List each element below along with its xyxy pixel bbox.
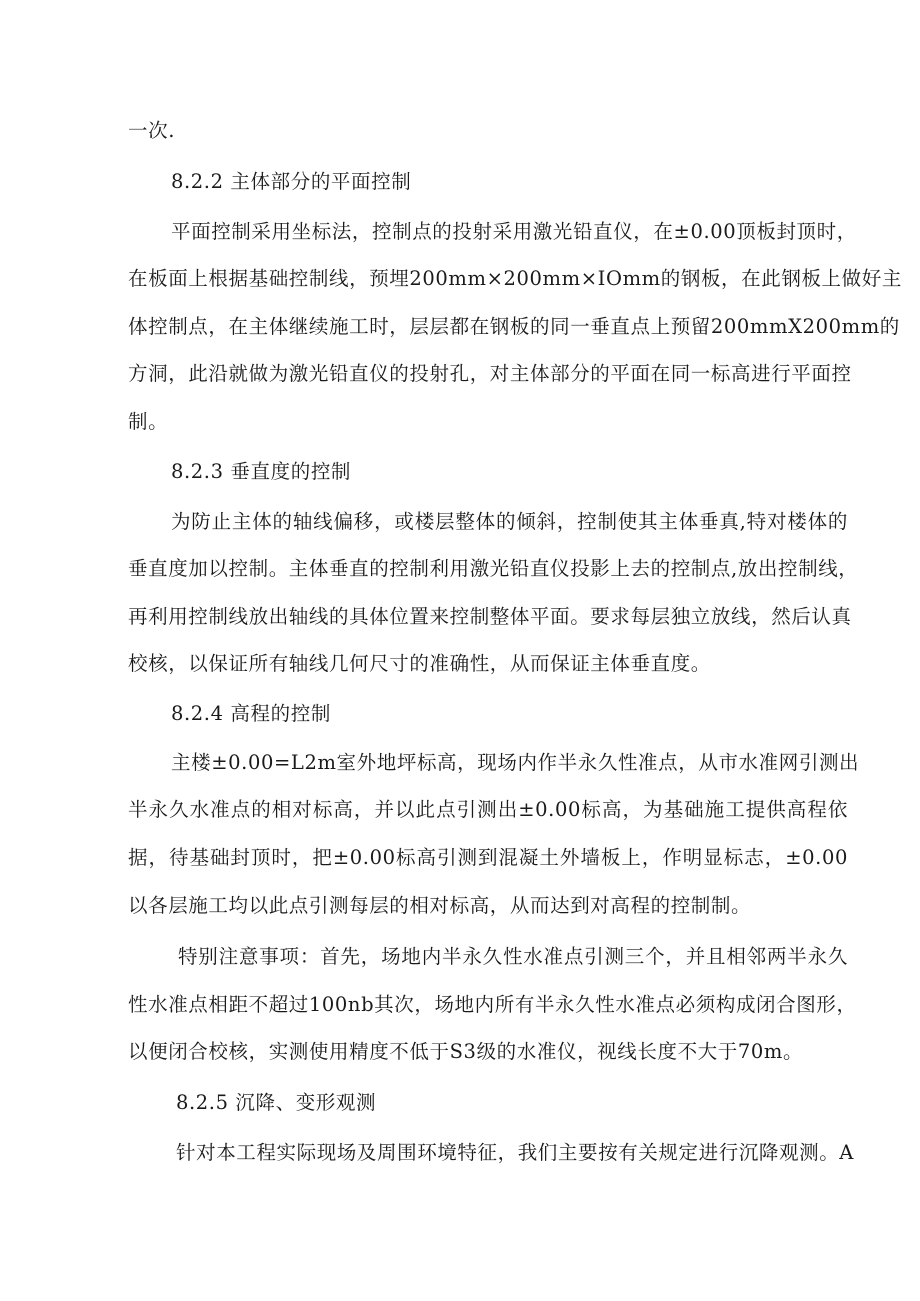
section-heading-8-2-4: 8.2.4 高程的控制	[171, 702, 331, 725]
paragraph-line: 以各层施工均以此点引测每层的相对标高，从而达到对高程的控制制。	[128, 894, 752, 917]
paragraph-line: 针对本工程实际现场及周围环境特征，我们主要按有关规定进行沉降观测。A	[176, 1141, 854, 1164]
paragraph-line: 以便闭合校核，实测使用精度不低于S3级的水准仪，视线长度不大于70m。	[128, 1040, 804, 1063]
paragraph-line: 体控制点，在主体继续施工时，层层都在钢板的同一垂直点上预留200mmX200mm的	[128, 315, 900, 338]
paragraph-line: 方洞，此沿就做为激光铅直仪的投射孔，对主体部分的平面在同一标高进行平面控	[128, 362, 852, 385]
section-heading-8-2-5: 8.2.5 沉降、变形观测	[176, 1091, 377, 1114]
paragraph-line: 在板面上根据基础控制线，预埋200mm×200mm×IOmm的钢板，在此钢板上做好主	[128, 267, 902, 290]
paragraph-line-continuation: 一次.	[128, 119, 175, 142]
paragraph-line: 据，待基础封顶时，把±0.00标高引测到混凝土外墙板上，作明显标志，±0.00	[128, 846, 848, 869]
section-heading-8-2-3: 8.2.3 垂直度的控制	[171, 460, 352, 483]
paragraph-line: 为防止主体的轴线偏移，或楼层整体的倾斜，控制使其主体垂真,特对楼体的	[171, 510, 848, 533]
paragraph-line: 垂直度加以控制。主体垂直的控制利用激光铅直仪投影上去的控制点,放出控制线，	[128, 557, 859, 580]
section-heading-8-2-2: 8.2.2 主体部分的平面控制	[171, 170, 412, 193]
paragraph-line: 半永久水准点的相对标高，并以此点引测出±0.00标高，为基础施工提供高程依	[128, 798, 848, 821]
paragraph-line: 校核，以保证所有轴线几何尺寸的准确性，从而保证主体垂直度。	[128, 652, 711, 675]
paragraph-line: 再利用控制线放出轴线的具体位置来控制整体平面。要求每层独立放线，然后认真	[128, 605, 852, 628]
paragraph-line-notes: 特别注意事项：首先，场地内半永久性水准点引测三个，并且相邻两半永久	[178, 945, 848, 968]
paragraph-line: 平面控制采用坐标法，控制点的投射采用激光铅直仪，在±0.00顶板封顶时，	[171, 220, 857, 243]
paragraph-line: 制。	[128, 410, 169, 433]
paragraph-line: 主楼±0.00=L2m室外地坪标高，现场内作半永久性准点，从市水准网引测出	[171, 751, 860, 774]
paragraph-line: 性水准点相距不超过100nb其次，场地内所有半永久性水准点必须构成闭合图形，	[128, 993, 857, 1016]
